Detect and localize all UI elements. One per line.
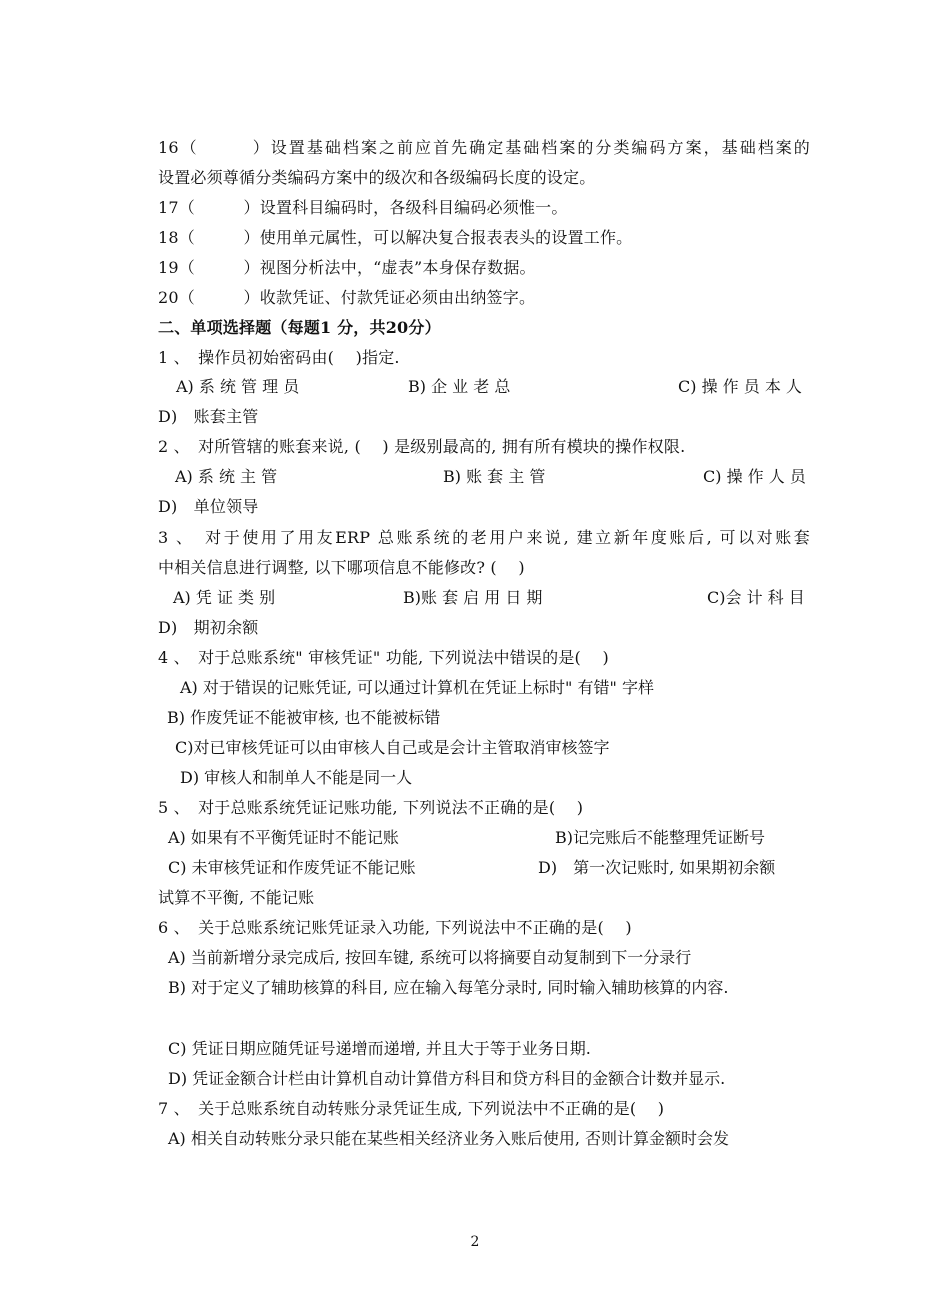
tf-item-19: 19（ ）视图分析法中，“虚表”本身保存数据。: [158, 258, 536, 277]
q4-option-b: B) 作废凭证不能被审核, 也不能被标错: [167, 708, 441, 727]
q2-option-b: B) 账 套 主 管: [443, 467, 546, 486]
q4-option-c: C)对已审核凭证可以由审核人自己或是会计主管取消审核签字: [175, 738, 610, 757]
q3-option-d: D) 期初余额: [158, 618, 259, 637]
tf-item-16-line1: 16（ ）设置基础档案之前应首先确定基础档案的分类编码方案，基础档案的: [158, 138, 810, 157]
q4-option-a: A) 对于错误的记账凭证, 可以通过计算机在凭证上标时" 有错" 字样: [180, 678, 654, 697]
tf-item-18: 18（ ）使用单元属性，可以解决复合报表表头的设置工作。: [158, 228, 633, 247]
q1-option-d: D) 账套主管: [158, 407, 259, 426]
q1-option-b: B) 企 业 老 总: [408, 377, 511, 396]
q2-option-a: A) 系 统 主 管: [175, 467, 278, 486]
tf-item-16-line2: 设置必须尊循分类编码方案中的级次和各级编码长度的设定。: [158, 168, 596, 187]
q1-option-a: A) 系 统 管 理 员: [176, 377, 300, 396]
q6-option-d: D) 凭证金额合计栏由计算机自动计算借方科目和贷方科目的金额合计数并显示.: [168, 1069, 726, 1088]
q6-option-c: C) 凭证日期应随凭证号递增而递增, 并且大于等于业务日期.: [168, 1039, 591, 1058]
section-title: 二、单项选择题（每题1 分，共20分）: [158, 318, 441, 337]
q2-option-d: D) 单位领导: [158, 497, 259, 516]
q5-option-a: A) 如果有不平衡凭证时不能记账: [168, 828, 399, 847]
q5-option-d: D) 第一次记账时, 如果期初余额: [538, 858, 776, 877]
q7-option-a: A) 相关自动转账分录只能在某些相关经济业务入账后使用, 否则计算金额时会发: [168, 1129, 730, 1148]
q7-stem: 7 、 关于总账系统自动转账分录凭证生成, 下列说法中不正确的是( ): [158, 1099, 665, 1118]
q3-stem-line1: 3 、 对于使用了用友ERP 总账系统的老用户来说, 建立新年度账后, 可以对账套: [158, 528, 810, 547]
q4-option-d: D) 审核人和制单人不能是同一人: [180, 768, 413, 787]
q4-stem: 4 、 对于总账系统" 审核凭证" 功能, 下列说法中错误的是( ): [158, 648, 609, 667]
q3-option-b: B)账 套 启 用 日 期: [403, 588, 543, 607]
q5-option-d-continued: 试算不平衡, 不能记账: [158, 888, 315, 907]
q6-option-b: B) 对于定义了辅助核算的科目, 应在输入每笔分录时, 同时输入辅助核算的内容.: [168, 978, 729, 997]
q3-option-a: A) 凭 证 类 别: [173, 588, 276, 607]
q5-option-b: B)记完账后不能整理凭证断号: [555, 828, 766, 847]
q3-option-c: C)会 计 科 目: [707, 588, 805, 607]
q5-stem: 5 、 对于总账系统凭证记账功能, 下列说法不正确的是( ): [158, 798, 584, 817]
tf-item-17: 17（ ）设置科目编码时，各级科目编码必须惟一。: [158, 198, 568, 217]
q1-option-c: C) 操 作 员 本 人: [678, 377, 802, 396]
q5-option-c: C) 未审核凭证和作废凭证不能记账: [168, 858, 416, 877]
page-number: 2: [470, 1234, 480, 1250]
q6-stem: 6 、 关于总账系统记账凭证录入功能, 下列说法中不正确的是( ): [158, 918, 632, 937]
q3-stem-line2: 中相关信息进行调整, 以下哪项信息不能修改? ( ): [158, 558, 525, 577]
q2-stem: 2 、 对所管辖的账套来说, ( ) 是级别最高的, 拥有所有模块的操作权限.: [158, 437, 686, 456]
tf-item-20: 20（ ）收款凭证、付款凭证必须由出纳签字。: [158, 288, 536, 307]
q1-stem: 1 、 操作员初始密码由( )指定.: [158, 348, 400, 367]
q6-option-a: A) 当前新增分录完成后, 按回车键, 系统可以将摘要自动复制到下一分录行: [168, 948, 692, 967]
q2-option-c: C) 操 作 人 员: [703, 467, 806, 486]
